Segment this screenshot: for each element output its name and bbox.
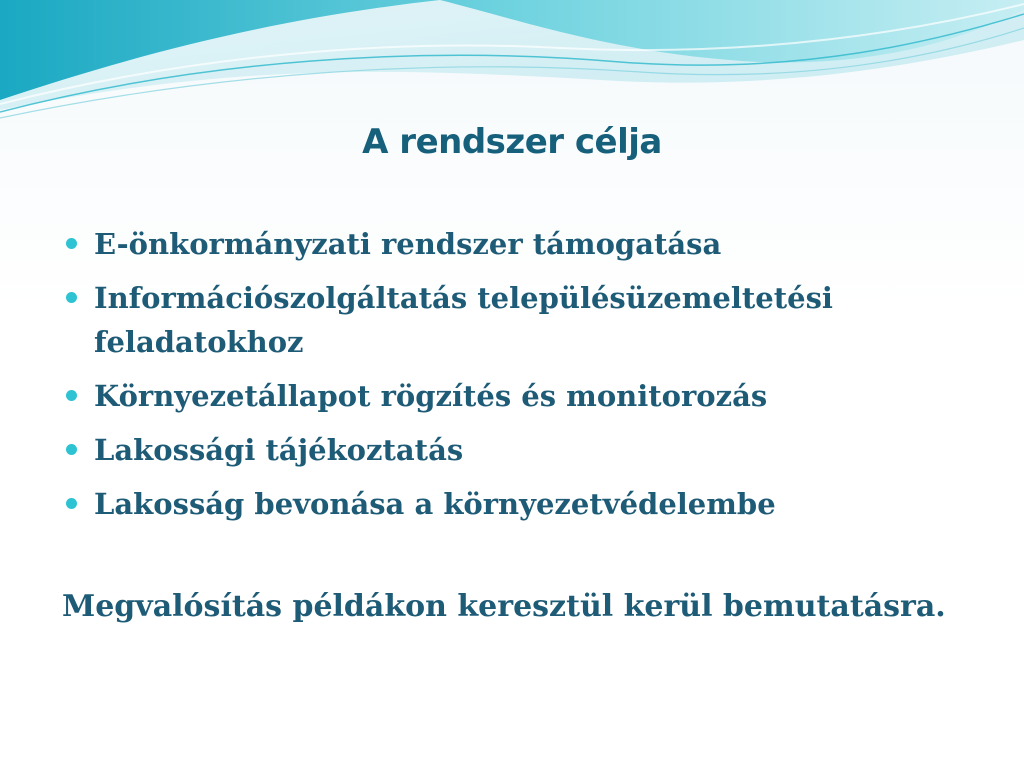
bullet-dot-icon [66,444,77,455]
wave-header-decoration [0,0,1024,130]
bullet-dot-icon [66,498,77,509]
bullet-item [62,428,982,472]
bullet-text: Információszolgáltatás településüzemeltetési feladatokhoz [94,281,833,359]
bullet-dot-icon [66,238,77,249]
bullet-dot-icon [66,390,77,401]
bullet-list [62,222,982,536]
bullet-item [62,222,982,266]
bullet-text: Lakossági tájékoztatás [94,433,464,467]
bullet-text: Környezetállapot rögzítés és monitorozás [94,379,768,413]
bullet-text: Lakosság bevonása a környezetvédelembe [94,487,776,521]
slide-title: A rendszer célja [362,122,662,162]
closing-statement: Megvalósítás példákon keresztül kerül bemutatásra. [62,589,946,624]
bullet-text: E-önkormányzati rendszer támogatása [94,227,722,261]
bullet-item [62,482,982,526]
bullet-item [62,276,982,364]
bullet-dot-icon [66,292,77,303]
bullet-item [62,374,982,418]
